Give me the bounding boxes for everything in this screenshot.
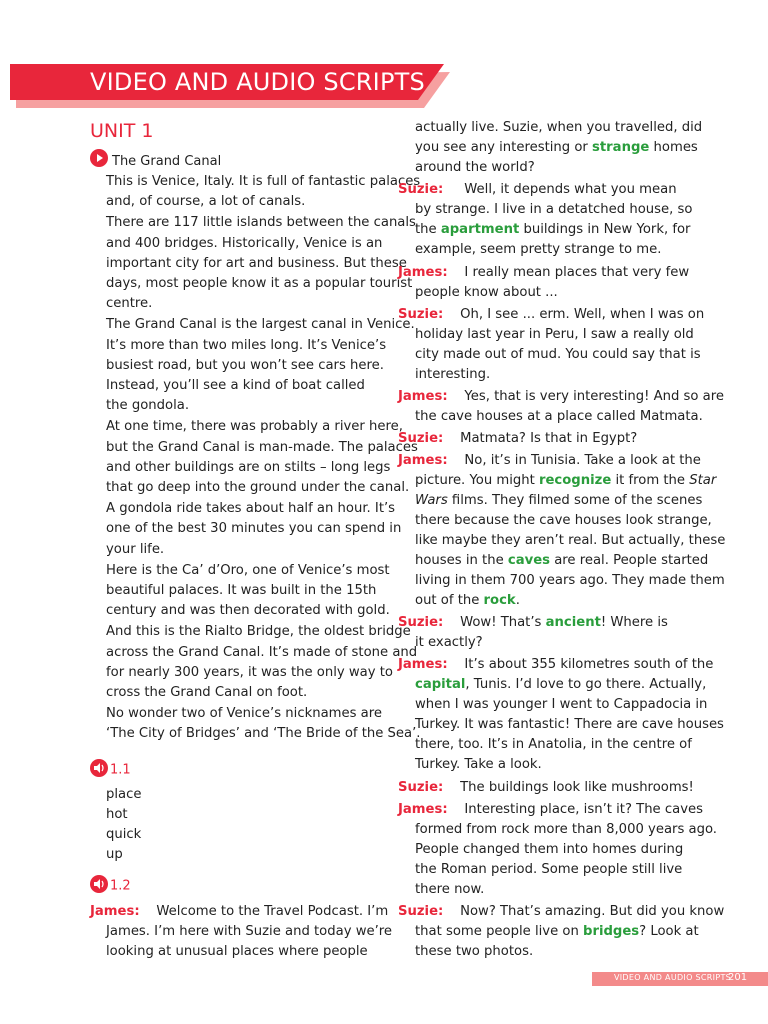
vocab-word: bridges [583,924,640,939]
audio-icon[interactable] [90,759,108,781]
speaker-label: Suzie: [398,431,444,446]
page-title: VIDEO AND AUDIO SCRIPTS [90,68,425,96]
paragraph-line: No wonder two of Venice’s nicknames are [106,706,383,722]
line-text: Well, it depends what you mean [464,182,677,197]
line-text: ? Look at [639,924,699,939]
line-text: holiday last year in Peru, I saw a really old [415,327,694,342]
dialogue-line [415,407,703,427]
line-text: People changed them into homes during [415,842,684,857]
line-text: living in them 700 years ago. They made them [415,573,725,588]
word-item: place [106,787,142,802]
line-text: there because the cave houses look strange, [415,513,712,528]
speaker-label: Suzie: [398,904,444,919]
line-text: like maybe they aren’t real. But actually, these [415,533,726,548]
line-text: Oh, I see ... erm. Well, when I was on [460,307,705,322]
paragraph-line: important city for art and business. But these [106,255,407,271]
dialogue-line [415,591,520,611]
line-text: Star [689,473,717,488]
track-label: 1.1 [110,762,131,778]
paragraph-line: beautiful palaces. It was built in the 15th [106,583,377,598]
paragraph-line: and other buildings are on stilts – long legs [106,459,391,475]
dialogue-line [415,138,698,158]
paragraph-line: At one time, there was probably a river here, [106,419,403,435]
line-text: it from the [611,473,690,488]
paragraph-line: Instead, you’ll see a kind of boat called [106,378,365,393]
dialogue-line [398,902,724,922]
paragraph-line: century and was then decorated with gold. [106,603,390,619]
dialogue-line [415,220,690,240]
line-text: it exactly? [415,635,483,650]
dialogue-line [415,471,716,491]
word-item: quick [106,827,142,842]
vocab-word: rock [483,593,516,608]
dialogue-line [415,820,717,840]
track-label: 1.2 [110,878,131,894]
line-text: interesting. [415,367,491,382]
dialogue-line [398,800,703,820]
line-text: city made out of mud. You could say that is [415,347,701,362]
dialogue-line [398,655,713,675]
line-text: ! Where is [600,615,668,630]
track-1-2 [90,875,131,897]
line-text: . [515,593,520,608]
line-text: people know about ... [415,285,558,300]
paragraph-line: your life. [106,541,165,557]
line-text: Welcome to the Travel Podcast. I’m [156,904,389,919]
line-text: out of the [415,593,484,608]
line-text: these two photos. [415,944,534,959]
line-text: there now. [415,882,485,897]
section-title: The Grand Canal [112,154,222,169]
line-text: Matmata? Is that in Egypt? [460,431,638,446]
line-text: I really mean places that very few [464,265,690,280]
dialogue-line [415,633,483,653]
header-banner [10,64,450,108]
dialogue-line [415,118,702,138]
speaker-label: Suzie: [398,182,444,197]
paragraph-line: busiest road, but you won’t see cars here. [106,357,384,373]
vocab-word: strange [592,140,650,155]
vocab-word: recognize [538,473,612,488]
dialogue-line [415,345,701,365]
paragraph-line: one of the best 30 minutes you can spend in [106,521,402,537]
vocab-word: caves [507,553,550,568]
dialogue-line [415,511,712,531]
dialogue-line [415,735,692,755]
line-text: Turkey. Take a look. [415,757,542,772]
dialogue-line [415,365,490,385]
dialogue-line [398,263,689,283]
line-text: Now? That’s amazing. But did you know [460,904,725,919]
paragraph-line: across the Grand Canal. It’s made of stone and [106,644,418,660]
dialogue-line [415,240,661,260]
line-text: Yes, that is very interesting! And so are [464,389,724,404]
speaker-label: Suzie: [398,615,444,630]
dialogue-line [415,880,484,900]
dialogue-line [415,675,706,695]
line-text: formed from rock more than 8,000 years ago. [415,822,718,837]
line-text: houses in the [415,553,508,568]
dialogue-line [415,942,533,962]
page-number: 201 [728,972,748,983]
footer-label: VIDEO AND AUDIO SCRIPTS [614,973,732,982]
speaker-label: James: [398,453,448,468]
line-text: the cave houses at a place called Matmata. [415,409,703,424]
speaker-label: Suzie: [398,780,444,795]
line-text: are real. People started [550,553,709,568]
line-text: Wow! That’s [460,615,546,630]
line-text: example, seem pretty strange to me. [415,242,662,257]
paragraph-line: that go deep into the ground under the canal. [106,480,410,495]
line-text: around the world? [415,160,535,175]
paragraph-line: There are 117 little islands between the canals [106,215,416,231]
dialogue-line [415,715,724,735]
unit-heading: UNIT 1 [90,120,154,142]
line-text: the Roman period. Some people still live [415,862,683,877]
footer-bar [592,972,768,986]
paragraph-line: ‘The City of Bridges’ and ‘The Bride of the Sea’. [106,726,421,742]
line-text: picture. You might [415,473,539,488]
line-text: looking at unusual places where people [106,944,368,959]
dialogue-line [415,531,725,551]
line-text: It’s about 355 kilometres south of the [464,657,714,672]
line-text: James. I’m here with Suzie and today we’re [106,924,393,939]
paragraph-line: It’s more than two miles long. It’s Venice’s [106,337,387,353]
dialogue-line [398,180,677,200]
paragraph-line: A gondola ride takes about half an hour. It’s [106,501,396,517]
audio-icon[interactable] [90,875,108,897]
line-text: homes [649,140,698,155]
dialogue-line [415,695,707,715]
speaker-label: James: [398,389,448,404]
line-text: Turkey. It was fantastic! There are cave houses [415,717,724,732]
dialogue-line [398,429,637,449]
dialogue-line [415,158,535,178]
line-text: , Tunis. I’d love to go there. Actually, [465,677,707,692]
word-item: up [106,847,123,862]
line-text: the [415,222,441,237]
vocab-word: apartment [440,222,520,237]
line-text: that some people live on [415,924,584,939]
dialogue-line [398,778,694,798]
line-text: buildings in New York, for [519,222,691,237]
line-text: No, it’s in Tunisia. Take a look at the [464,453,701,468]
line-text: Interesting place, isn’t it? The caves [464,802,703,817]
line-text: Wars [415,493,448,508]
paragraph-line: centre. [106,296,153,312]
speaker-label: James: [398,802,448,817]
track-1-1 [90,759,131,781]
paragraph-line: but the Grand Canal is man-made. The palaces [106,439,418,455]
play-icon[interactable] [90,149,108,174]
dialogue-line [90,902,388,922]
dialogue-line [398,305,704,325]
dialogue-line [415,200,692,220]
dialogue-line [415,922,699,942]
line-text: by strange. I live in a detatched house, so [415,202,693,217]
paragraph-line: and, of course, a lot of canals. [106,194,306,210]
paragraph-line: for nearly 300 years, it was the only way to [106,664,393,680]
speaker-label: James: [90,904,140,919]
paragraph-line: This is Venice, Italy. It is full of fantastic palaces [106,174,421,189]
speaker-label: James: [398,657,448,672]
paragraph-line: The Grand Canal is the largest canal in Venice. [106,317,415,333]
dialogue-line [398,387,724,407]
dialogue-line [106,922,392,942]
line-text: The buildings look like mushrooms! [460,780,694,795]
dialogue-line [415,491,702,511]
dialogue-line [415,860,682,880]
dialogue-line [106,942,368,962]
dialogue-line [415,551,708,571]
word-item: hot [106,807,128,822]
dialogue-line [415,755,542,775]
paragraph-line: Here is the Ca’ d’Oro, one of Venice’s most [106,562,390,578]
paragraph-line: cross the Grand Canal on foot. [106,685,308,700]
dialogue-line [415,840,683,860]
vocab-word: capital [415,677,466,692]
dialogue-line [415,325,694,345]
vocab-word: ancient [545,615,601,630]
line-text: when I was younger I went to Cappadocia in [415,697,708,712]
paragraph-line: And this is the Rialto Bridge, the oldest bridge [106,624,411,640]
line-text: there, too. It’s in Anatolia, in the centre of [415,737,692,752]
dialogue-line [415,283,558,303]
dialogue-line [398,451,701,471]
paragraph-line: days, most people know it as a popular tourist [106,276,413,291]
dialogue-line [398,613,668,633]
line-text: you see any interesting or [415,140,593,155]
line-text: films. They filmed some of the scenes [447,493,703,508]
dialogue-line [415,571,725,591]
paragraph-line: the gondola. [106,398,190,414]
speaker-label: Suzie: [398,307,444,322]
section-heading [90,149,221,174]
speaker-label: James: [398,265,448,280]
paragraph-line: and 400 bridges. Historically, Venice is an [106,235,383,251]
line-text: actually live. Suzie, when you travelled, did [415,120,703,135]
